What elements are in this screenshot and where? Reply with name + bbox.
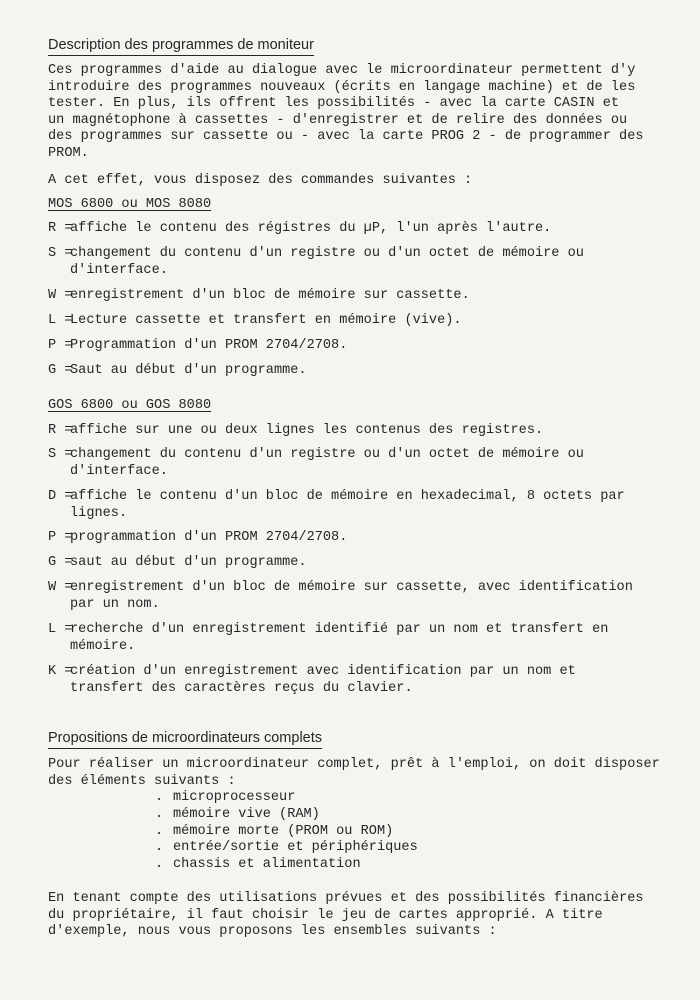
mos-command-g bbox=[48, 363, 678, 380]
command-description: changement du contenu d'un registre ou d'un octet de mémoire ou d'interface. bbox=[70, 246, 584, 278]
command-key: L = bbox=[48, 622, 73, 637]
mos-command-w bbox=[48, 288, 678, 305]
intro-paragraph: Ces programmes d'aide au dialogue avec le microordinateur permettent d'y introduire des programmes nouveaux (écrits en langage machine) et de les tester. En plus, ils offrent les possibilités - avec la carte CASIN et un magnétophone à cassettes - d'enregistrer et de relire des données ou des programmes sur cassette ou - avec la carte PROG 2 - de programmer des PROM. bbox=[48, 63, 644, 161]
elements-intro: Pour réaliser un microordinateur complet, prêt à l'emploi, on doit disposer des éléments suivants : bbox=[48, 757, 660, 789]
section-heading-complete-microcomputers: Propositions de microordinateurs complets bbox=[48, 730, 322, 749]
mos-command-l bbox=[48, 313, 678, 330]
command-description: recherche d'un enregistrement identifié par un nom et transfert en mémoire. bbox=[70, 622, 609, 654]
command-key: G = bbox=[48, 555, 73, 570]
command-description: Lecture cassette et transfert en mémoire (vive). bbox=[70, 313, 462, 328]
command-description: Programmation d'un PROM 2704/2708. bbox=[70, 338, 348, 353]
command-description: changement du contenu d'un registre ou d'un octet de mémoire ou d'interface. bbox=[70, 447, 584, 479]
command-key: G = bbox=[48, 363, 73, 378]
gos-command-l bbox=[48, 622, 678, 655]
gos-command-s bbox=[48, 447, 678, 480]
gos-command-p bbox=[48, 530, 678, 547]
gos-command-d bbox=[48, 489, 678, 522]
command-description: Saut au début d'un programme. bbox=[70, 363, 307, 378]
mos-subheading: MOS 6800 ou MOS 8080 bbox=[48, 197, 212, 212]
command-key: P = bbox=[48, 530, 73, 545]
mos-command-r bbox=[48, 221, 678, 238]
command-description: saut au début d'un programme. bbox=[70, 555, 307, 570]
command-key: R = bbox=[48, 423, 73, 438]
command-description: affiche le contenu des régistres du µP, l'un après l'autre. bbox=[70, 221, 552, 236]
command-description: création d'un enregistrement avec identification par un nom et transfert des caractères reçus du clavier. bbox=[70, 664, 576, 696]
command-key: S = bbox=[48, 246, 73, 261]
command-description: programmation d'un PROM 2704/2708. bbox=[70, 530, 348, 545]
list-item: . chassis et alimentation bbox=[155, 857, 361, 873]
mos-command-s bbox=[48, 246, 678, 279]
elements-list bbox=[155, 790, 418, 874]
command-key: K = bbox=[48, 664, 73, 679]
closing-paragraph: En tenant compte des utilisations prévues et des possibilités financières du propriétaire, il faut choisir le jeu de cartes approprié. A titre d'exemple, nous vous proposons les ensembles suivants : bbox=[48, 891, 644, 940]
command-description: enregistrement d'un bloc de mémoire sur cassette, avec identification par un nom. bbox=[70, 580, 633, 612]
command-key: W = bbox=[48, 580, 73, 595]
gos-command-g bbox=[48, 555, 678, 572]
gos-subheading: GOS 6800 ou GOS 8080 bbox=[48, 398, 212, 413]
section-heading-monitor-programs: Description des programmes de moniteur bbox=[48, 37, 314, 56]
command-description: affiche le contenu d'un bloc de mémoire en hexadecimal, 8 octets par lignes. bbox=[70, 489, 625, 521]
command-key: S = bbox=[48, 447, 73, 462]
mos-command-p bbox=[48, 338, 678, 355]
gos-command-k bbox=[48, 664, 678, 697]
list-item: . microprocesseur bbox=[155, 790, 296, 805]
command-key: L = bbox=[48, 313, 73, 328]
command-description: enregistrement d'un bloc de mémoire sur cassette. bbox=[70, 288, 470, 303]
list-item: . mémoire morte (PROM ou ROM) bbox=[155, 823, 394, 839]
command-key: R = bbox=[48, 221, 73, 236]
command-key: P = bbox=[48, 338, 73, 353]
command-key: D = bbox=[48, 489, 73, 504]
list-item: . entrée/sortie et périphériques bbox=[155, 840, 418, 856]
command-key: W = bbox=[48, 288, 73, 303]
list-item: . mémoire vive (RAM) bbox=[155, 806, 320, 822]
gos-command-w bbox=[48, 580, 678, 613]
gos-command-r bbox=[48, 423, 678, 440]
commands-lead: A cet effet, vous disposez des commandes suivantes : bbox=[48, 173, 473, 188]
command-description: affiche sur une ou deux lignes les contenus des registres. bbox=[70, 423, 544, 438]
